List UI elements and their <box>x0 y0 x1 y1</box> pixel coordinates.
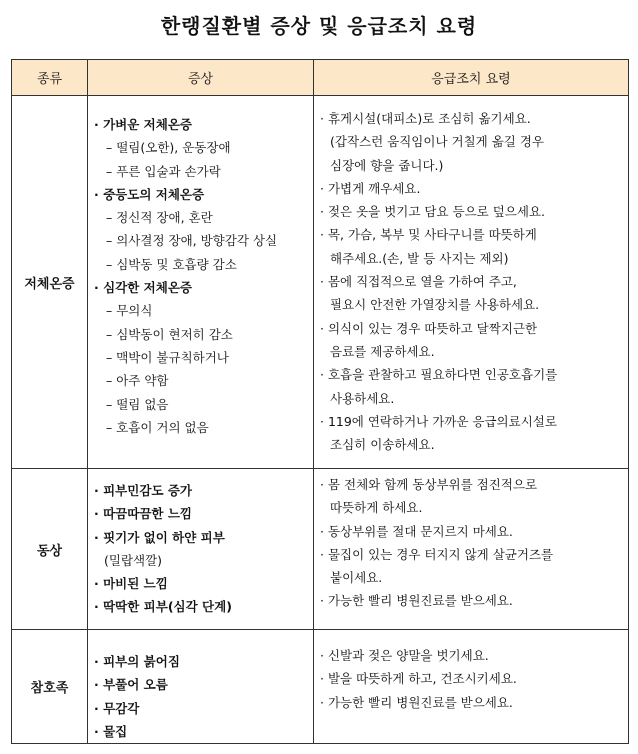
action-item: · 젖은 옷을 벗기고 담요 등으로 덮으세요. <box>320 204 545 220</box>
symptom-cell <box>88 469 314 630</box>
action-item-continued: 사용하세요. <box>330 390 395 406</box>
header-kind: 종류 <box>12 60 88 96</box>
page-title: 한랭질환별 증상 및 응급조치 요령 <box>160 14 478 38</box>
symptom-item: – 정신적 장애, 혼란 <box>106 210 213 226</box>
symptom-item: – 떨림 없음 <box>106 396 169 412</box>
action-item-continued: 해주세요.(손, 발 등 사지는 제외) <box>330 250 509 266</box>
action-item: · 가능한 빨리 병원진료를 받으세요. <box>320 694 513 710</box>
cold-illness-table <box>11 59 629 744</box>
action-item: · 동상부위를 절대 문지르지 마세요. <box>320 523 513 539</box>
symptom-item: – 푸른 입술과 손가락 <box>106 163 221 179</box>
action-item: · 가능한 빨리 병원진료를 받으세요. <box>320 593 513 609</box>
symptom-item: – 맥박이 불규칙하거나 <box>106 349 229 365</box>
action-item: · 의식이 있는 경우 따뜻하고 달짝지근한 <box>320 320 538 336</box>
table-header-row <box>12 60 629 96</box>
action-item-continued: (갑작스런 움직임이나 거칠게 옮길 경우 <box>330 134 544 150</box>
symptom-heading: · 심각한 저체온증 <box>94 280 192 296</box>
action-item: · 몸 전체와 함께 동상부위를 점진적으로 <box>320 477 538 492</box>
action-item: · 몸에 직접적으로 열을 가하여 주고, <box>320 274 517 290</box>
symptom-item: – 무의식 <box>106 303 153 319</box>
action-item: · 119에 연락하거나 가까운 응급의료시설로 <box>320 413 557 429</box>
action-item-continued: 음료를 제공하세요. <box>330 343 435 359</box>
table-row <box>12 469 629 630</box>
action-item: · 물집이 있는 경우 터지지 않게 살균거즈를 <box>320 546 554 562</box>
symptom-cell <box>88 96 314 469</box>
symptom-heading: · 피부의 붉어짐 <box>94 654 180 669</box>
symptom-heading: · 피부민감도 증가 <box>94 483 192 498</box>
action-item: · 발을 따뜻하게 하고, 건조시키세요. <box>320 671 517 687</box>
row-kind: 저체온증 <box>12 96 88 469</box>
symptom-item: – 의사결정 장애, 방향감각 상실 <box>106 233 278 249</box>
table-row <box>12 96 629 469</box>
symptom-heading: · 마비된 느낌 <box>94 576 168 592</box>
action-item: · 휴게시설(대피소)로 조심히 옮기세요. <box>320 111 531 126</box>
symptom-heading: · 가벼운 저체온증 <box>94 117 192 132</box>
symptom-item: (밀랍색깔) <box>104 552 163 568</box>
table-row <box>12 630 629 744</box>
header-symptom: 증상 <box>88 60 314 96</box>
action-cell <box>314 96 629 469</box>
symptom-heading: · 무감각 <box>94 700 140 716</box>
action-cell <box>314 630 629 744</box>
symptom-item: – 아주 약함 <box>106 373 169 389</box>
symptom-heading: · 따끔따끔한 느낌 <box>94 506 192 522</box>
action-cell <box>314 469 629 630</box>
action-item: · 호흡을 관찰하고 필요하다면 인공호흡기를 <box>320 367 558 383</box>
symptom-cell <box>88 630 314 744</box>
symptom-item: – 호흡이 거의 없음 <box>106 419 209 435</box>
symptom-heading: · 딱딱한 피부(심각 단계) <box>94 599 232 615</box>
action-item: · 가볍게 깨우세요. <box>320 180 421 196</box>
symptom-heading: · 핏기가 없이 하얀 피부 <box>94 529 225 545</box>
row-kind: 참호족 <box>12 630 88 744</box>
action-item-continued: 붙이세요. <box>330 570 383 586</box>
symptom-heading: · 물집 <box>94 723 128 739</box>
action-item-continued: 심장에 향을 줍니다.) <box>330 157 444 173</box>
action-item: · 목, 가슴, 복부 및 사타구니를 따뜻하게 <box>320 227 537 243</box>
symptom-item: – 심박동이 현저히 감소 <box>106 326 233 342</box>
row-kind: 동상 <box>12 469 88 630</box>
action-item-continued: 따뜻하게 하세요. <box>330 500 423 516</box>
action-item: · 신발과 젖은 양말을 벗기세요. <box>320 648 489 663</box>
symptom-heading: · 부풀어 오름 <box>94 677 168 693</box>
action-item-continued: 필요시 안전한 가열장치를 사용하세요. <box>330 297 540 313</box>
header-action: 응급조치 요령 <box>314 60 629 96</box>
action-item-continued: 조심히 이송하세요. <box>330 437 435 453</box>
symptom-heading: · 중등도의 저체온증 <box>94 186 205 202</box>
symptom-item: – 심박동 및 호흡량 감소 <box>106 256 237 272</box>
symptom-item: – 떨림(오한), 운동장애 <box>106 140 231 156</box>
